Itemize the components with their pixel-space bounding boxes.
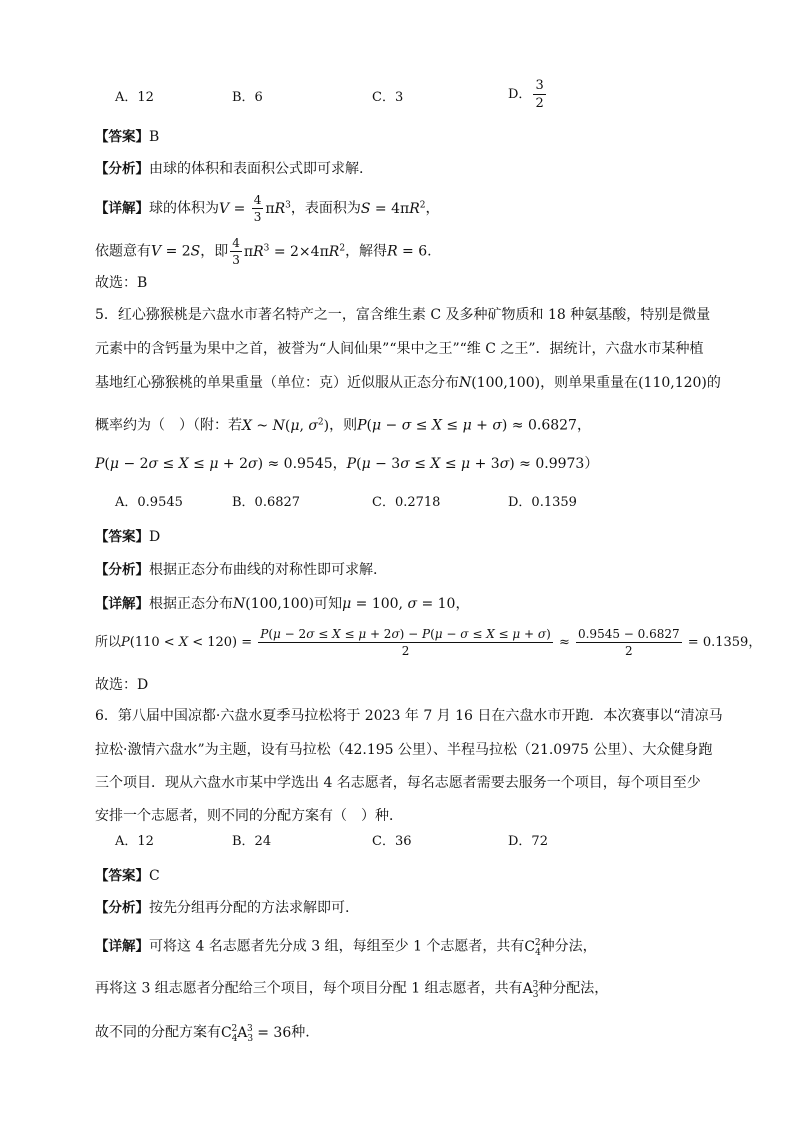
detail-text: ，表面积为 (290, 200, 361, 217)
stem-text: ） (584, 456, 599, 472)
analysis-tag: 【分析】 (95, 161, 149, 177)
q4-detail-line-2 (95, 237, 432, 266)
q4-analysis-line (95, 159, 363, 179)
combination: $C_4^2$ (524, 938, 541, 958)
detail-text: . (427, 243, 432, 260)
q6-option-d: D．72 (508, 834, 548, 849)
q6-detail-line-2 (95, 975, 608, 1004)
equation: $\frac{4}{3}$ $\pi R^3 = 2\times 4\pi R^2$ (232, 236, 346, 267)
q6-option-a: A．12 (115, 834, 154, 849)
formula: P(μ − σ ≤ X ≤ μ + σ) ≈ 0.6827 (357, 417, 577, 434)
q4-option-b: B．6 (232, 90, 263, 105)
interval: (110,120) (638, 375, 707, 391)
q4-option-a: A．12 (115, 90, 154, 105)
fraction-denominator: 2 (535, 96, 544, 111)
q4-choice-line: 故选：B (95, 275, 148, 291)
q5-stem-line-1: 5．红心猕猴桃是六盘水市著名特产之一，富含维生素 C 及多种矿物质和 18 种氨基酸，特别是微量 (95, 307, 711, 323)
detail-text: 种分法， (540, 938, 597, 955)
q5-analysis-line (95, 560, 377, 580)
volume-formula: V = $\frac{4}{3}$ $\pi R^3$ (219, 193, 291, 224)
analysis-tag: 【分析】 (95, 562, 149, 578)
q4-option-d-letter: D． (508, 87, 532, 102)
stem-text: ，则 (329, 417, 358, 434)
q5-option-a: A．0.9545 (115, 495, 183, 510)
q6-answer-line (95, 866, 160, 886)
surface-formula: $S = 4\pi R^2$ (360, 199, 426, 217)
q4-detail-line-1 (95, 194, 440, 223)
detail-tag: 【详解】 (95, 596, 149, 612)
q4-option-d-fraction (533, 79, 545, 110)
stem-text: ， (332, 456, 347, 472)
detail-text: 依题意有 (95, 243, 151, 260)
q6-stem-line-2: 拉松·激情六盘水”为主题，设有马拉松（42.195 公里）、半程马拉松（21.0975 公里）、大众健身跑 (95, 742, 713, 758)
q6-analysis-line (95, 898, 349, 918)
q5-detail-line-2 (95, 628, 761, 657)
q5-stem-line-4 (95, 412, 591, 436)
detail-text: ， (455, 596, 470, 612)
answer-value: C (149, 868, 160, 884)
detail-text: 种分配法， (538, 980, 609, 997)
q6-detail-line-3 (95, 1019, 310, 1048)
detail-text: ， (425, 200, 440, 217)
q6-detail-line-1 (95, 933, 597, 962)
equation: R = 6 (387, 243, 428, 260)
q6-stem-line-3: 三个项目．现从六盘水市某中学选出 4 名志愿者，每名志愿者需要去服务一个项目，每个项目至少 (95, 775, 701, 791)
stem-text: 的 (706, 375, 721, 391)
arrangement: $A_3^3$ (522, 980, 539, 1000)
formula: $C_4^2A_3^3 = 36$ (221, 1024, 292, 1044)
analysis-text: 根据正态分布曲线的对称性即可求解. (149, 562, 378, 578)
stem-text: ，则单果重量在 (540, 375, 639, 391)
formula: N(100,100) (233, 596, 315, 612)
stem-text: 基地红心猕猴桃的单果重量（单位：克）近似服从正态分布 (95, 375, 459, 391)
formula: μ = 100, σ = 10 (342, 596, 456, 612)
q6-option-b: B．24 (232, 834, 272, 849)
fraction-numerator: 3 (535, 78, 544, 93)
formula: P(μ − 2σ ≤ X ≤ μ + 2σ) ≈ 0.9545 (95, 456, 333, 472)
equation: V = 2S (151, 243, 201, 260)
detail-text: 所以 (95, 635, 122, 650)
q6-stem-line-1: 6．第八届中国凉都·六盘水夏季马拉松将于 2023 年 7 月 16 日在六盘水市开跑．本次赛事以“清凉马 (95, 708, 723, 724)
detail-text: 可知 (314, 596, 343, 612)
detail-text: 故不同的分配方案有 (95, 1024, 221, 1041)
detail-text: 可将这 4 名志愿者先分成 3 组，每组至少 1 个志愿者，共有 (149, 938, 525, 955)
answer-tag: 【答案】 (95, 129, 149, 145)
detail-tag: 【详解】 (95, 200, 149, 217)
q5-choice-line: 故选：D (95, 677, 149, 693)
q5-stem-line-2: 元素中的含钙量为果中之首，被誉为“人间仙果”“果中之王”“维 C 之王”．据统计，六盘水市某种植 (95, 341, 704, 357)
analysis-tag: 【分析】 (95, 900, 149, 916)
normal-dist: N(100,100) (459, 375, 541, 391)
answer-value: B (149, 129, 160, 145)
q4-answer-line (95, 127, 159, 147)
q5-detail-line-1 (95, 594, 469, 614)
stem-text: ， (576, 417, 591, 434)
q6-option-c: C．36 (372, 834, 412, 849)
q4-option-d (508, 79, 548, 110)
q5-stem-line-3 (95, 373, 721, 393)
answer-tag: 【答案】 (95, 868, 149, 884)
probability-formula: P(110 < X < 120) = $\frac{P(\mu - 2\sigma \le X \le \mu + 2\sigma) - P(\mu - \sigma \le X \le \mu + \sigma)}{2}$ ≈ $\frac{0.9545 - 0.6827}{2}$ = 0.1359 (121, 627, 749, 658)
stem-text: 概率约为（ ）（附：若 (95, 417, 242, 434)
q5-answer-line (95, 527, 160, 547)
detail-text: ，即 (200, 243, 229, 260)
detail-text: 再将这 3 组志愿者分配给三个项目，每个项目分配 1 组志愿者，共有 (95, 980, 523, 997)
detail-text: ， (748, 635, 762, 650)
detail-text: 球的体积为 (149, 200, 219, 217)
analysis-text: 由球的体积和表面积公式即可求解. (149, 161, 364, 177)
formula: X ~ N(μ, $\sigma^2$) (242, 417, 330, 434)
answer-tag: 【答案】 (95, 529, 149, 545)
q5-option-d: D．0.1359 (508, 495, 577, 510)
q6-stem-line-4: 安排一个志愿者，则不同的分配方案有（ ）种． (95, 808, 403, 824)
analysis-text: 按先分组再分配的方法求解即可. (149, 900, 350, 916)
detail-text: 种. (291, 1024, 310, 1041)
detail-text: 根据正态分布 (149, 596, 233, 612)
q5-option-c: C．0.2718 (372, 495, 441, 510)
q5-option-b: B．0.6827 (232, 495, 301, 510)
q5-stem-line-5 (95, 454, 598, 474)
formula: P(μ − 3σ ≤ X ≤ μ + 3σ) ≈ 0.9973 (346, 456, 585, 472)
detail-tag: 【详解】 (95, 938, 149, 955)
q4-option-c: C．3 (372, 90, 404, 105)
detail-text: ，解得 (345, 243, 388, 260)
answer-value: D (149, 529, 161, 545)
